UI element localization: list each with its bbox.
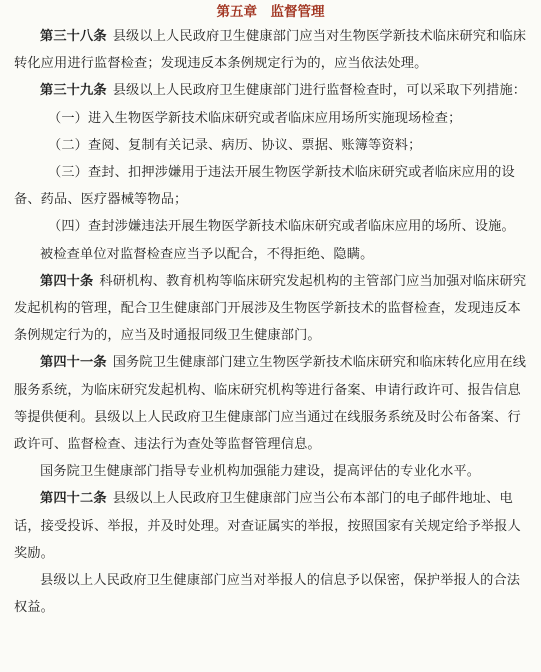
- list-item: [0, 105, 541, 132]
- chapter-title: 第五章 监督管理: [216, 4, 325, 20]
- paragraph-text: 国务院卫生健康部门指导专业机构加强能力建设，提高评估的专业化水平。: [40, 464, 481, 480]
- article-text: 国务院卫生健康部门建立生物医学新技术临床研究和临床转化应用在线服务系统，为临床研究发起机构、临床研究机构等进行备案、申请行政许可、报告信息等提供便利。县级以上人民政府卫生健康部门应当通过在线服务系统及时公布备案、行政许可、监督检查、违法行为查处等监督管理信息。: [14, 355, 527, 453]
- article-number: 第四十条: [40, 273, 94, 289]
- article-text: 科研机构、教育机构等临床研究发起机构的主管部门应当加强对临床研究发起机构的管理，配合卫生健康部门开展涉及生物医学新技术的监督检查，发现违反本条例规定行为的，应当及时通报同级卫生健康部门。: [14, 273, 527, 344]
- article-number: 第四十二条: [40, 491, 107, 507]
- list-item-text: （四）查封涉嫌违法开展生物医学新技术临床研究或者临床应用的场所、设施。: [48, 219, 515, 235]
- list-item: [0, 132, 541, 159]
- article-text: 县级以上人民政府卫生健康部门应当公布本部门的电子邮件地址、电话，接受投诉、举报，并及时处理。对查证属实的举报，按照国家有关规定给予举报人奖励。: [14, 491, 521, 561]
- article-number: 第三十九条: [40, 83, 107, 99]
- article-40-paragraph: [0, 268, 541, 350]
- article-text: 县级以上人民政府卫生健康部门应当对生物医学新技术临床研究和临床转化应用进行监督检查；发现违反本条例规定行为的，应当依法处理。: [14, 29, 527, 72]
- article-42-paragraph: [0, 485, 541, 567]
- paragraph-text: 被检查单位对监督检查应当予以配合，不得拒绝、隐瞒。: [40, 246, 374, 262]
- article-39-paragraph: [0, 77, 541, 104]
- article-number: 第三十八条: [40, 29, 107, 44]
- paragraph-text: 县级以上人民政府卫生健康部门应当对举报人的信息予以保密，保护举报人的合法权益。: [14, 573, 521, 616]
- body-paragraph: [0, 567, 541, 621]
- list-item: [0, 213, 541, 240]
- list-item-text: （一）进入生物医学新技术临床研究或者临床应用场所实施现场检查；: [48, 110, 462, 126]
- body-paragraph: [0, 241, 541, 268]
- body-paragraph: [0, 458, 541, 485]
- article-41-paragraph: [0, 349, 541, 458]
- article-number: 第四十一条: [40, 355, 107, 371]
- list-item: [0, 159, 541, 213]
- list-item-text: （二）查阅、复制有关记录、病历、协议、票据、账簿等资料；: [48, 137, 422, 153]
- article-38-paragraph: [0, 23, 541, 77]
- article-text: 县级以上人民政府卫生健康部门进行监督检查时，可以采取下列措施：: [112, 83, 527, 99]
- list-item-text: （三）查封、扣押涉嫌用于违法开展生物医学新技术临床研究或者临床应用的设备、药品、医疗器械等物品；: [14, 165, 515, 208]
